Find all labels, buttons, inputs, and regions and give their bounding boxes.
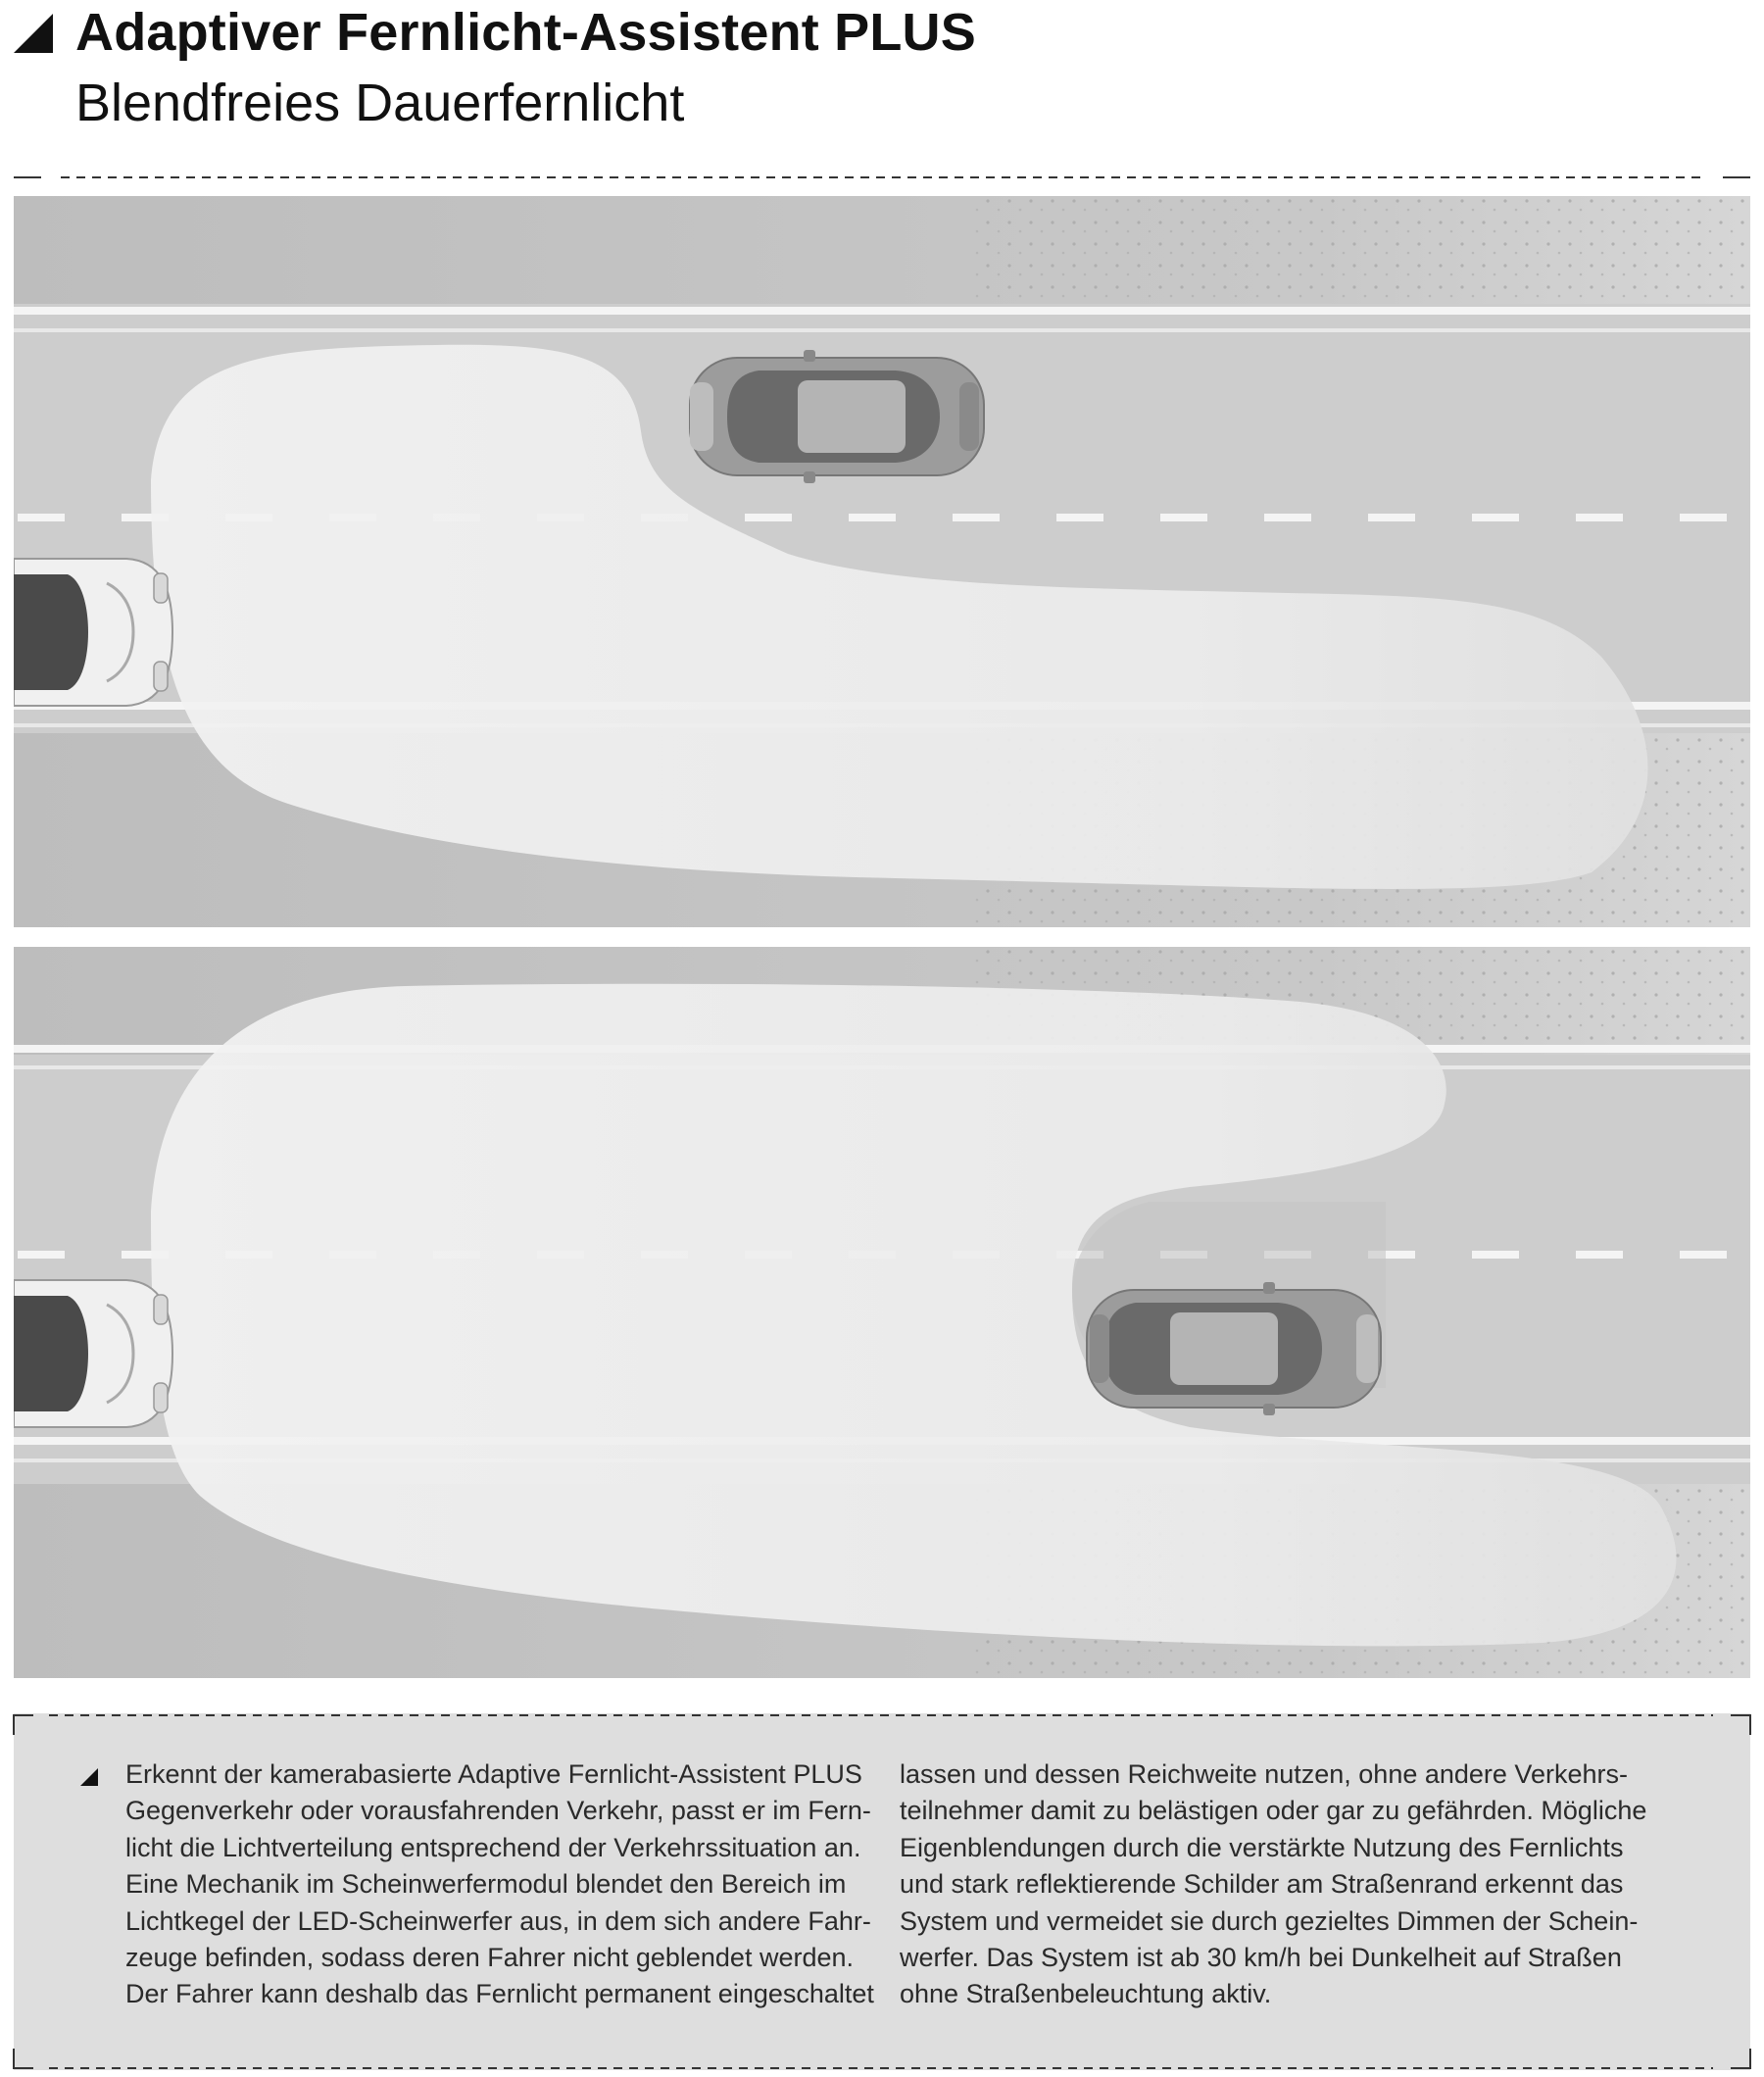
description-line: lassen und dessen Reichweite nutzen, ohne andere Verkehrs-	[900, 1759, 1628, 1789]
scene-preceding-traffic	[14, 947, 1750, 1678]
page-title: Adaptiver Fernlicht-Assistent PLUS	[75, 3, 976, 62]
triangle-corner-icon	[14, 14, 53, 53]
header	[0, 0, 1764, 186]
header-divider	[0, 173, 1764, 182]
description-line: Gegenverkehr oder vorausfahrenden Verkehr, passt er im Fern-	[125, 1796, 871, 1826]
description-line: Lichtkegel der LED-Scheinwerfer aus, in dem sich andere Fahr-	[125, 1905, 871, 1936]
description-line: zeuge befinden, sodass deren Fahrer nicht geblendet werden.	[125, 1943, 855, 1973]
description-line: teilnehmer damit zu belästigen oder gar zu gefährden. Mögliche	[900, 1796, 1647, 1826]
description-column-2	[900, 1756, 1684, 2013]
description-line: Erkennt der kamerabasierte Adaptive Fernlicht-Assistent PLUS	[125, 1759, 862, 1789]
description-line: System und vermeidet sie durch gezieltes Dimmen der Schein-	[900, 1905, 1639, 1936]
oncoming-car	[690, 350, 984, 483]
description-line: Der Fahrer kann deshalb das Fernlicht permanent eingeschaltet	[125, 1979, 874, 2009]
description-line: werfer. Das System ist ab 30 km/h bei Dunkelheit auf Straßen	[900, 1943, 1622, 1973]
description-column-1	[125, 1756, 874, 2013]
ego-car	[14, 559, 172, 706]
description-line: und stark reflektierende Schilder am Straßenrand erkennt das	[900, 1869, 1624, 1900]
ego-car	[14, 1280, 172, 1427]
description-line: licht die Lichtverteilung entsprechend der Verkehrssituation an.	[125, 1832, 861, 1862]
description-line: ohne Straßenbeleuchtung aktiv.	[900, 1979, 1272, 2009]
description-line: Eine Mechanik im Scheinwerfermodul blendet den Bereich im	[125, 1869, 847, 1900]
preceding-car	[1087, 1282, 1381, 1415]
triangle-corner-icon	[80, 1768, 98, 1786]
page-subtitle: Blendfreies Dauerfernlicht	[75, 74, 685, 132]
description-line: Eigenblendungen durch die verstärkte Nutzung des Fernlichts	[900, 1832, 1624, 1862]
scene-oncoming-traffic	[14, 196, 1750, 927]
